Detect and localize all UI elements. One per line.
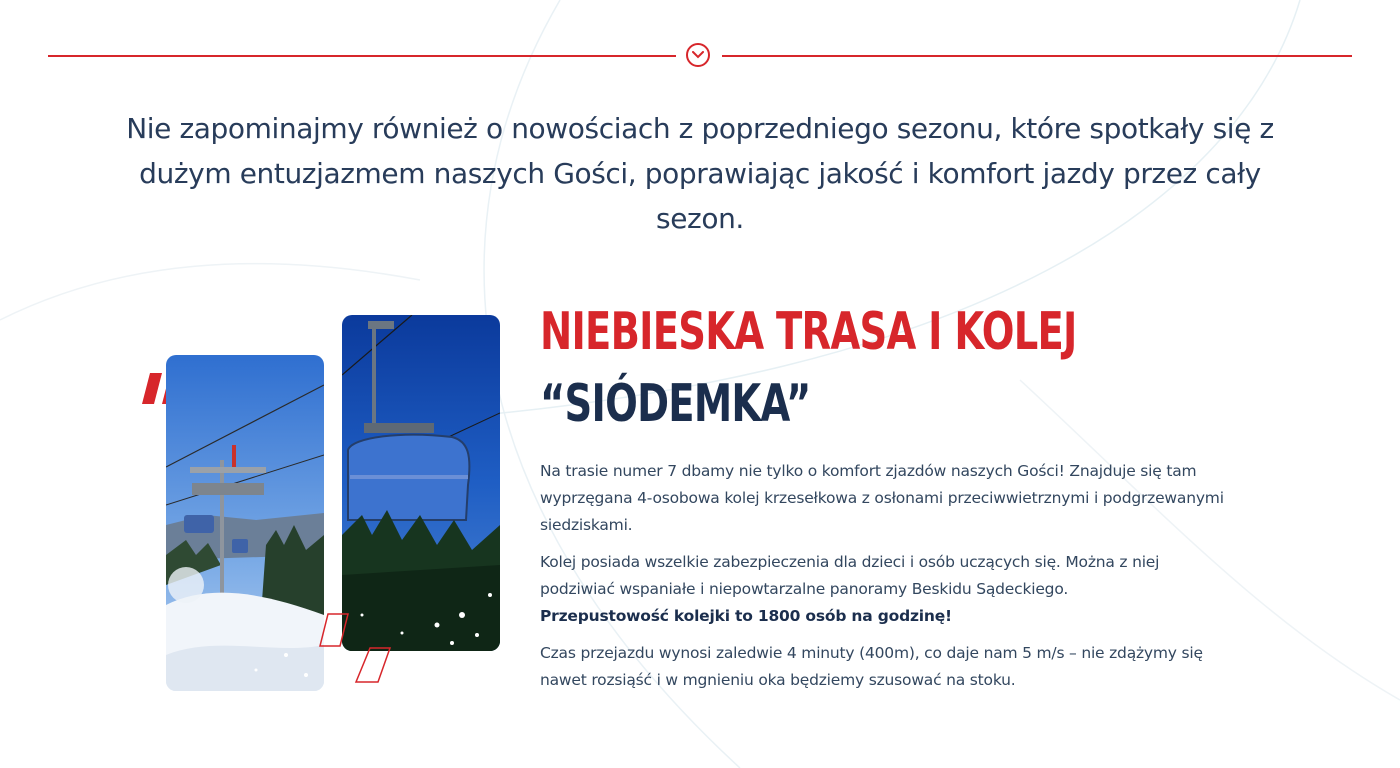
capacity-highlight: Przepustowość kolejki to 1800 osób na godzinę! [540, 607, 952, 625]
feature-paragraph-2 [540, 549, 1230, 630]
section-divider-right [722, 55, 1352, 57]
blue-chairlift-photo [342, 315, 500, 651]
feature-paragraph-3: Czas przejazdu wynosi zaledwie 4 minuty (400m), co daje nam 5 m/s – nie zdążymy się nawet rozsiąść i w mgnieniu oka będziemy szusować na stoku. [540, 644, 1203, 689]
feature-description [540, 458, 1230, 704]
intro-text: Nie zapominajmy również o nowościach z poprzedniego sezonu, które spotkały się z dużym entuzjazmem naszych Gości, poprawiając jakość i komfort jazdy przez cały sezon. [126, 112, 1274, 235]
feature-paragraph-2-text: Kolej posiada wszelkie zabezpieczenia dla dzieci i osób uczących się. Można z niej podziwiać wspaniałe i niepowtarzalne panoramy Beskidu Sądeckiego. [540, 553, 1160, 598]
feature-title-line1: NIEBIESKA TRASA I KOLEJ [540, 302, 1077, 362]
section-divider-left [48, 55, 676, 57]
scroll-down-button[interactable] [686, 43, 710, 67]
feature-paragraph-1: Na trasie numer 7 dbamy nie tylko o komfort zjazdów naszych Gości! Znajduje się tam wyprzęgana 4-osobowa kolej krzesełkowa z osłonami przeciwwietrznymi i podgrzewanymi siedziskami. [540, 462, 1224, 534]
red-outline-decoration [318, 612, 398, 688]
feature-title-line2: “SIÓDEMKA” [540, 374, 811, 434]
feature-title [540, 296, 1102, 440]
chevron-down-icon [692, 51, 704, 59]
chairlift-tower-photo [166, 355, 324, 691]
